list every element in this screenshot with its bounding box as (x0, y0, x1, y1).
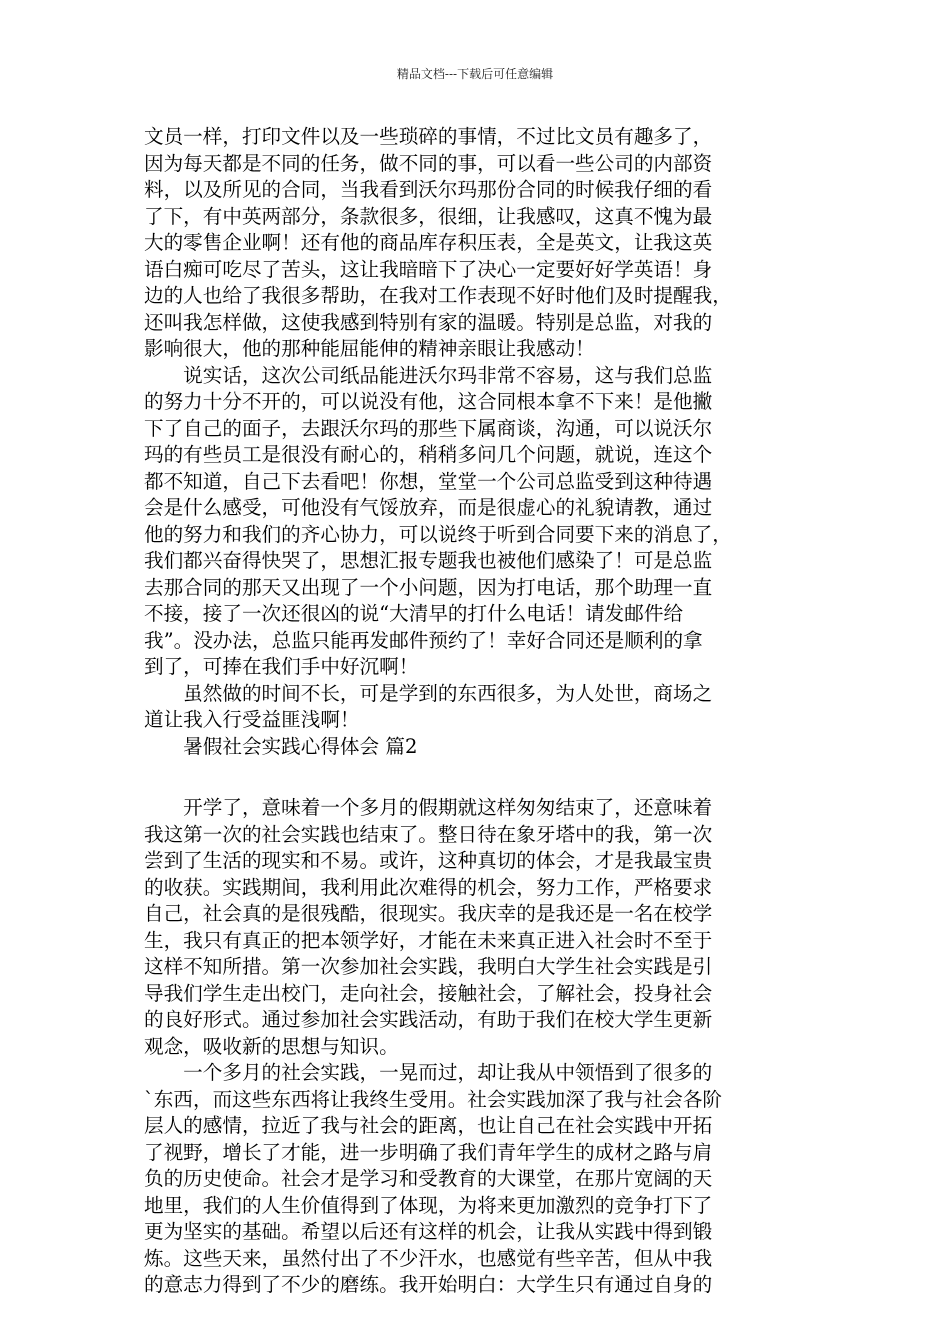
text-line: 去那合同的那天又出现了一个小问题，因为打电话，那个助理一直 (144, 575, 713, 599)
text-line: 因为每天都是不同的任务，做不同的事，可以看一些公司的内部资 (144, 151, 713, 175)
text-line: 这样不知所措。第一次参加社会实践，我明白大学生社会实践是引 (144, 955, 713, 978)
text-line: 炼。这些天来，虽然付出了不少汗水，也感觉有些辛苦，但从中我 (144, 1246, 713, 1270)
text-line: 道让我入行受益匪浅啊！ (144, 708, 360, 731)
text-line: 的努力十分不开的，可以说没有他，这合同根本拿不下来！是他撇 (144, 390, 713, 413)
text-line: 的收获。实践期间，我利用此次难得的机会，努力工作，严格要求 (144, 875, 713, 899)
text-line: 我”。没办法，总监只能再发邮件预约了！幸好合同还是顺利的拿 (144, 628, 703, 652)
text-line: 暑假社会实践心得体会 篇2 (144, 734, 418, 758)
text-line: 的良好形式。通过参加社会实践活动，有助于我们在校大学生更新 (144, 1008, 713, 1031)
text-line: 玛的有些员工是很没有耐心的，稍稍多问几个问题，就说，连这个 (144, 443, 713, 466)
text-line: 还叫我怎样做，这使我感到特别有家的温暖。特别是总监，对我的 (144, 310, 713, 334)
text-line: 他的努力和我们的齐心协力，可以说终于听到合同要下来的消息了， (144, 522, 732, 546)
text-line: 了视野，增长了才能，进一步明确了我们青年学生的成材之路与肩 (144, 1140, 713, 1164)
text-line: 我们都兴奋得快哭了，思想汇报专题我也被他们感染了！可是总监 (144, 549, 713, 572)
text-line: 地里，我们的人生价值得到了体现，为将来更加激烈的竞争打下了 (144, 1193, 713, 1217)
text-line: 尝到了生活的现实和不易。或许，这种真切的体会，才是我最宝贵 (144, 849, 713, 872)
text-line: `东西，而这些东西将让我终生受用。社会实践加深了我与社会各阶 (144, 1087, 723, 1111)
text-line: 大的零售企业啊！还有他的商品库存积压表，全是英文，让我这英 (144, 231, 713, 254)
text-line: 影响很大，他的那种能屈能伸的精神亲眼让我感动！ (144, 337, 595, 360)
text-line: 我这第一次的社会实践也结束了。整日待在象牙塔中的我，第一次 (144, 822, 713, 846)
text-line: 一个多月的社会实践，一晃而过，却让我从中领悟到了很多的 (144, 1061, 713, 1084)
text-line (144, 760, 808, 795)
text-line: 了下，有中英两部分，条款很多，很细，让我感叹，这真不愧为最 (144, 204, 713, 228)
text-line: 观念，吸收新的思想与知识。 (144, 1034, 399, 1058)
text-line: 文员一样，打印文件以及一些琐碎的事情，不过比文员有趣多了， (144, 125, 713, 148)
text-line: 虽然做的时间不长，可是学到的东西很多，为人处世，商场之 (144, 681, 713, 705)
text-line: 更为坚实的基础。希望以后还有这样的机会，让我从实践中得到锻 (144, 1220, 713, 1243)
page-header: 精品文档---下载后可任意编辑 (396, 67, 554, 81)
text-line: 生，我只有真正的把本领学好，才能在未来真正进入社会时不至于 (144, 928, 713, 952)
text-line: 会是什么感受，可他没有气馁放弃，而是很虚心的礼貌请教，通过 (144, 496, 713, 519)
text-line: 下了自己的面子，去跟沃尔玛的那些下属商谈，沟通，可以说沃尔 (144, 416, 713, 440)
text-line: 自己，社会真的是很残酷，很现实。我庆幸的是我还是一名在校学 (144, 902, 713, 925)
text-line: 说实话，这次公司纸品能进沃尔玛非常不容易，这与我们总监 (144, 363, 713, 387)
text-line: 到了，可捧在我们手中好沉啊！ (144, 655, 419, 678)
text-line: 不接，接了一次还很凶的说“大清早的打什么电话！请发邮件给 (144, 602, 684, 625)
text-line: 的意志力得到了不少的磨练。我开始明白：大学生只有通过自身的 (144, 1273, 713, 1296)
text-line: 导我们学生走出校门，走向社会，接触社会，了解社会，投身社会 (144, 981, 713, 1005)
text-line: 料，以及所见的合同，当我看到沃尔玛那份合同的时候我仔细的看 (144, 178, 713, 201)
document-body (144, 124, 808, 1299)
text-line: 语白痴可吃尽了苦头，这让我暗暗下了决心一定要好好学英语！身 (144, 257, 713, 281)
text-line: 层人的感情，拉近了我与社会的距离，也让自己在社会实践中开拓 (144, 1114, 713, 1137)
text-line: 边的人也给了我很多帮助，在我对工作表现不好时他们及时提醒我， (144, 284, 732, 307)
text-line: 开学了，意味着一个多月的假期就这样匆匆结束了，还意味着 (144, 796, 713, 819)
text-line: 都不知道，自己下去看吧！你想，堂堂一个公司总监受到这种待遇 (144, 469, 713, 493)
text-line: 负的历史使命。社会才是学习和受教育的大课堂，在那片宽阔的天 (144, 1167, 713, 1190)
